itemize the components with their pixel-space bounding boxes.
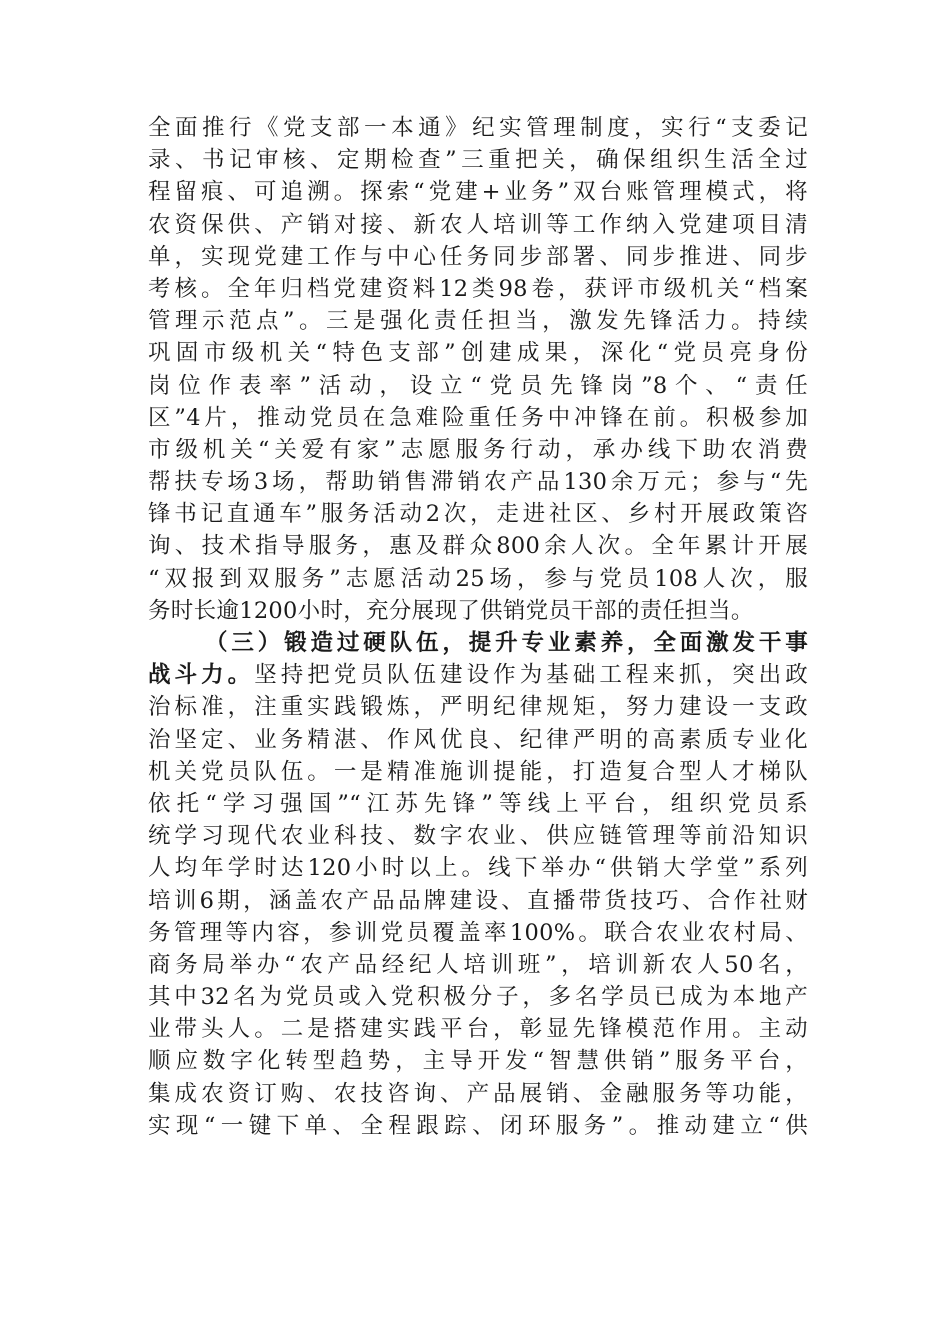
text-line: 实现“一键下单、全程跟踪、闭环服务”。推动建立“供 <box>148 1112 808 1139</box>
body-text <box>148 112 808 1142</box>
text-line: 务时长逾1200小时，充分展现了供销党员干部的责任担当。 <box>148 597 754 624</box>
text-line: 商务局举办“农产品经纪人培训班”，培训新农人50名， <box>148 951 808 978</box>
text-line: 帮扶专场3场，帮助销售滞销农产品130余万元；参与“先 <box>148 469 808 496</box>
text-line: 治标准，注重实践锻炼，严明纪律规矩，努力建设一支政 <box>148 694 808 721</box>
section-heading: （三）锻造过硬队伍，提升专业素养，全面激发干事 <box>205 630 808 656</box>
text-line: 人均年学时达120小时以上。线下举办“供销大学堂”系列 <box>148 855 808 882</box>
text-line: 单，实现党建工作与中心任务同步部署、同步推进、同步 <box>148 243 808 270</box>
text-line: 统学习现代农业科技、数字农业、供应链管理等前沿知识 <box>148 823 808 850</box>
text-line: 农资保供、产销对接、新农人培训等工作纳入党建项目清 <box>148 211 808 238</box>
text-line: 治坚定、业务精湛、作风优良、纪律严明的高素质专业化 <box>148 726 808 753</box>
section-heading-tail: 战斗力。 <box>148 662 255 689</box>
text-line: 市级机关“关爱有家”志愿服务行动，承办线下助农消费 <box>148 436 808 463</box>
text-line: 集成农资订购、农技咨询、产品展销、金融服务等功能， <box>148 1080 808 1107</box>
section-body-start: 坚持把党员队伍建设作为基础工程来抓，突出政 <box>254 662 808 689</box>
text-line: 考核。全年归档党建资料12类98卷，获评市级机关“档案 <box>148 275 808 302</box>
text-line: 管理示范点”。三是强化责任担当，激发先锋活力。持续 <box>148 308 808 335</box>
text-line: 录、书记审核、定期检查”三重把关，确保组织生活全过 <box>148 147 808 174</box>
text-line: 询、技术指导服务，惠及群众800余人次。全年累计开展 <box>148 533 808 560</box>
text-line: 务管理等内容，参训党员覆盖率100%。联合农业农村局、 <box>148 919 808 946</box>
text-line: 业带头人。二是搭建实践平台，彰显先锋模范作用。主动 <box>148 1016 808 1043</box>
text-line: 培训6期，涵盖农产品品牌建设、直播带货技巧、合作社财 <box>148 887 808 914</box>
text-line: 其中32名为党员或入党积极分子，多名学员已成为本地产 <box>148 984 808 1011</box>
text-line: 巩固市级机关“特色支部”创建成果，深化“党员亮身份 <box>148 340 808 367</box>
text-line: 区”4片，推动党员在急难险重任务中冲锋在前。积极参加 <box>148 404 808 431</box>
text-line: 锋书记直通车”服务活动2次，走进社区、乡村开展政策咨 <box>148 501 808 528</box>
text-line: 岗位作表率”活动，设立“党员先锋岗”8个、“责任 <box>148 372 808 399</box>
text-line: 程留痕、可追溯。探索“党建+业务”双台账管理模式，将 <box>148 179 808 206</box>
text-line: 全面推行《党支部一本通》纪实管理制度，实行“支委记 <box>148 115 808 141</box>
text-line: “双报到双服务”志愿活动25场，参与党员108人次，服 <box>148 565 808 592</box>
text-line: 依托“学习强国”“江苏先锋”等线上平台，组织党员系 <box>148 790 808 817</box>
section-heading-continuation <box>148 659 808 691</box>
text-line: 顺应数字化转型趋势，主导开发“智慧供销”服务平台， <box>148 1048 808 1075</box>
text-line: 机关党员队伍。一是精准施训提能，打造复合型人才梯队 <box>148 758 808 785</box>
